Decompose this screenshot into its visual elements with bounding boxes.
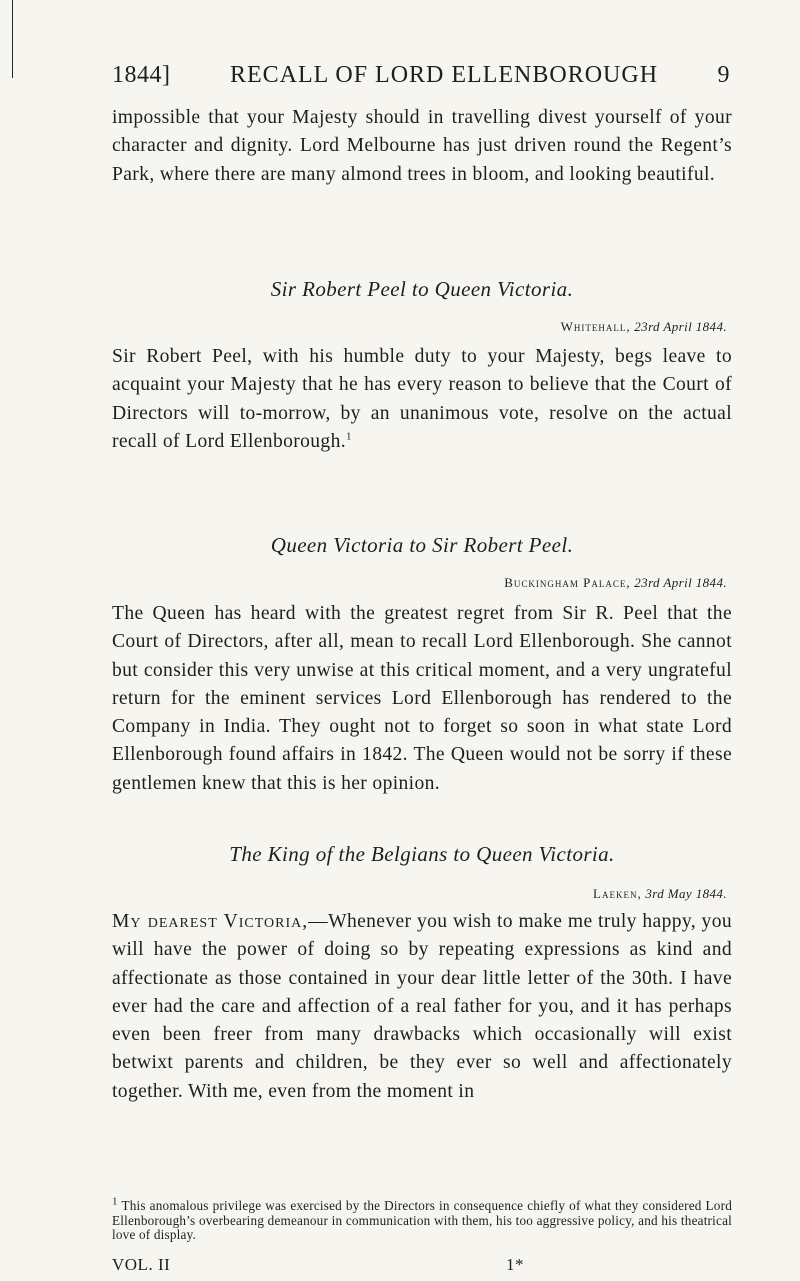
letter-text (112, 908, 732, 1106)
letter-text (112, 343, 732, 456)
running-head-title: RECALL OF LORD ELLENBOROUGH (229, 62, 659, 88)
letter-heading: Queen Victoria to Sir Robert Peel. (270, 533, 574, 557)
dateline-date: 23rd April 1844. (634, 575, 727, 590)
letter-heading: The King of the Belgians to Queen Victoria. (229, 842, 615, 866)
letter-dateline (561, 319, 727, 335)
letter-body-text: The Queen has heard with the greatest regret from Sir R. Peel that the Court of Directors, after all, mean to recall Lord Ellenborough. She cannot but consider this very unwise at this critical moment, and a very ungrateful return for the eminent services Lord Ellenborough has rendered to the Company in India. They ought not to forget so soon in what state Lord Ellenborough found affairs in 1842. The Queen would not be sorry if these gentlemen knew that this is her opinion. (112, 603, 732, 794)
page-number: 9 (717, 62, 730, 88)
signature-mark: 1* (506, 1255, 524, 1274)
footnote-text: This anomalous privilege was exercised by the Directors in consequence chiefly of what they considered Lord Ellenborough’s overbearing demeanour in communication with them, his too aggressive policy, and his theatrical love of display. (112, 1198, 732, 1242)
running-head (112, 62, 730, 89)
letter-body-text: Sir Robert Peel, with his humble duty to your Majesty, begs leave to acquaint your Majesty that he has every reason to believe that the Court of Directors will to-morrow, by an unanimous vote, resolve on the actual recall of Lord Ellenborough. (112, 346, 732, 452)
footnote (112, 1195, 732, 1243)
letter-salutation: My dearest Victoria, (112, 911, 309, 932)
letter-body (112, 343, 732, 456)
dateline-place: Buckingham Palace, (504, 575, 631, 590)
dateline-place: Whitehall, (560, 319, 631, 334)
page-footer (112, 1255, 524, 1275)
letter-dateline (504, 575, 727, 591)
opening-paragraph (112, 104, 732, 189)
running-head-year: 1844] (112, 62, 171, 88)
letter-body (112, 600, 732, 798)
opening-text: impossible that your Majesty should in travelling divest yourself of your character and dignity. Lord Melbourne has just driven round the Regent’s Park, where there are many almond trees in bloom, and looking beautiful. (112, 107, 732, 185)
dateline-place: Laeken, (593, 886, 642, 901)
letter-body (112, 908, 732, 1106)
volume-label: VOL. II (112, 1255, 171, 1274)
footnote-reference: 1 (345, 430, 352, 443)
letter-dateline (593, 886, 727, 902)
footnote-mark: 1 (112, 1195, 118, 1208)
letter-body-text: —Whenever you wish to make me truly happy, you will have the power of doing so by repeating expressions as kind and affectionate as those contained in your dear little letter of the 30th. I have ever had the care and affection of a real father for you, and it has perhaps even been freer from many drawbacks which occasionally will exist betwixt parents and children, be they ever so well and affectionately together. With me, even from the moment in (112, 911, 732, 1102)
dateline-date: 3rd May 1844. (645, 886, 727, 901)
dateline-date: 23rd April 1844. (634, 319, 727, 334)
page-edge-line (12, 0, 13, 78)
letter-heading: Sir Robert Peel to Queen Victoria. (270, 277, 574, 301)
